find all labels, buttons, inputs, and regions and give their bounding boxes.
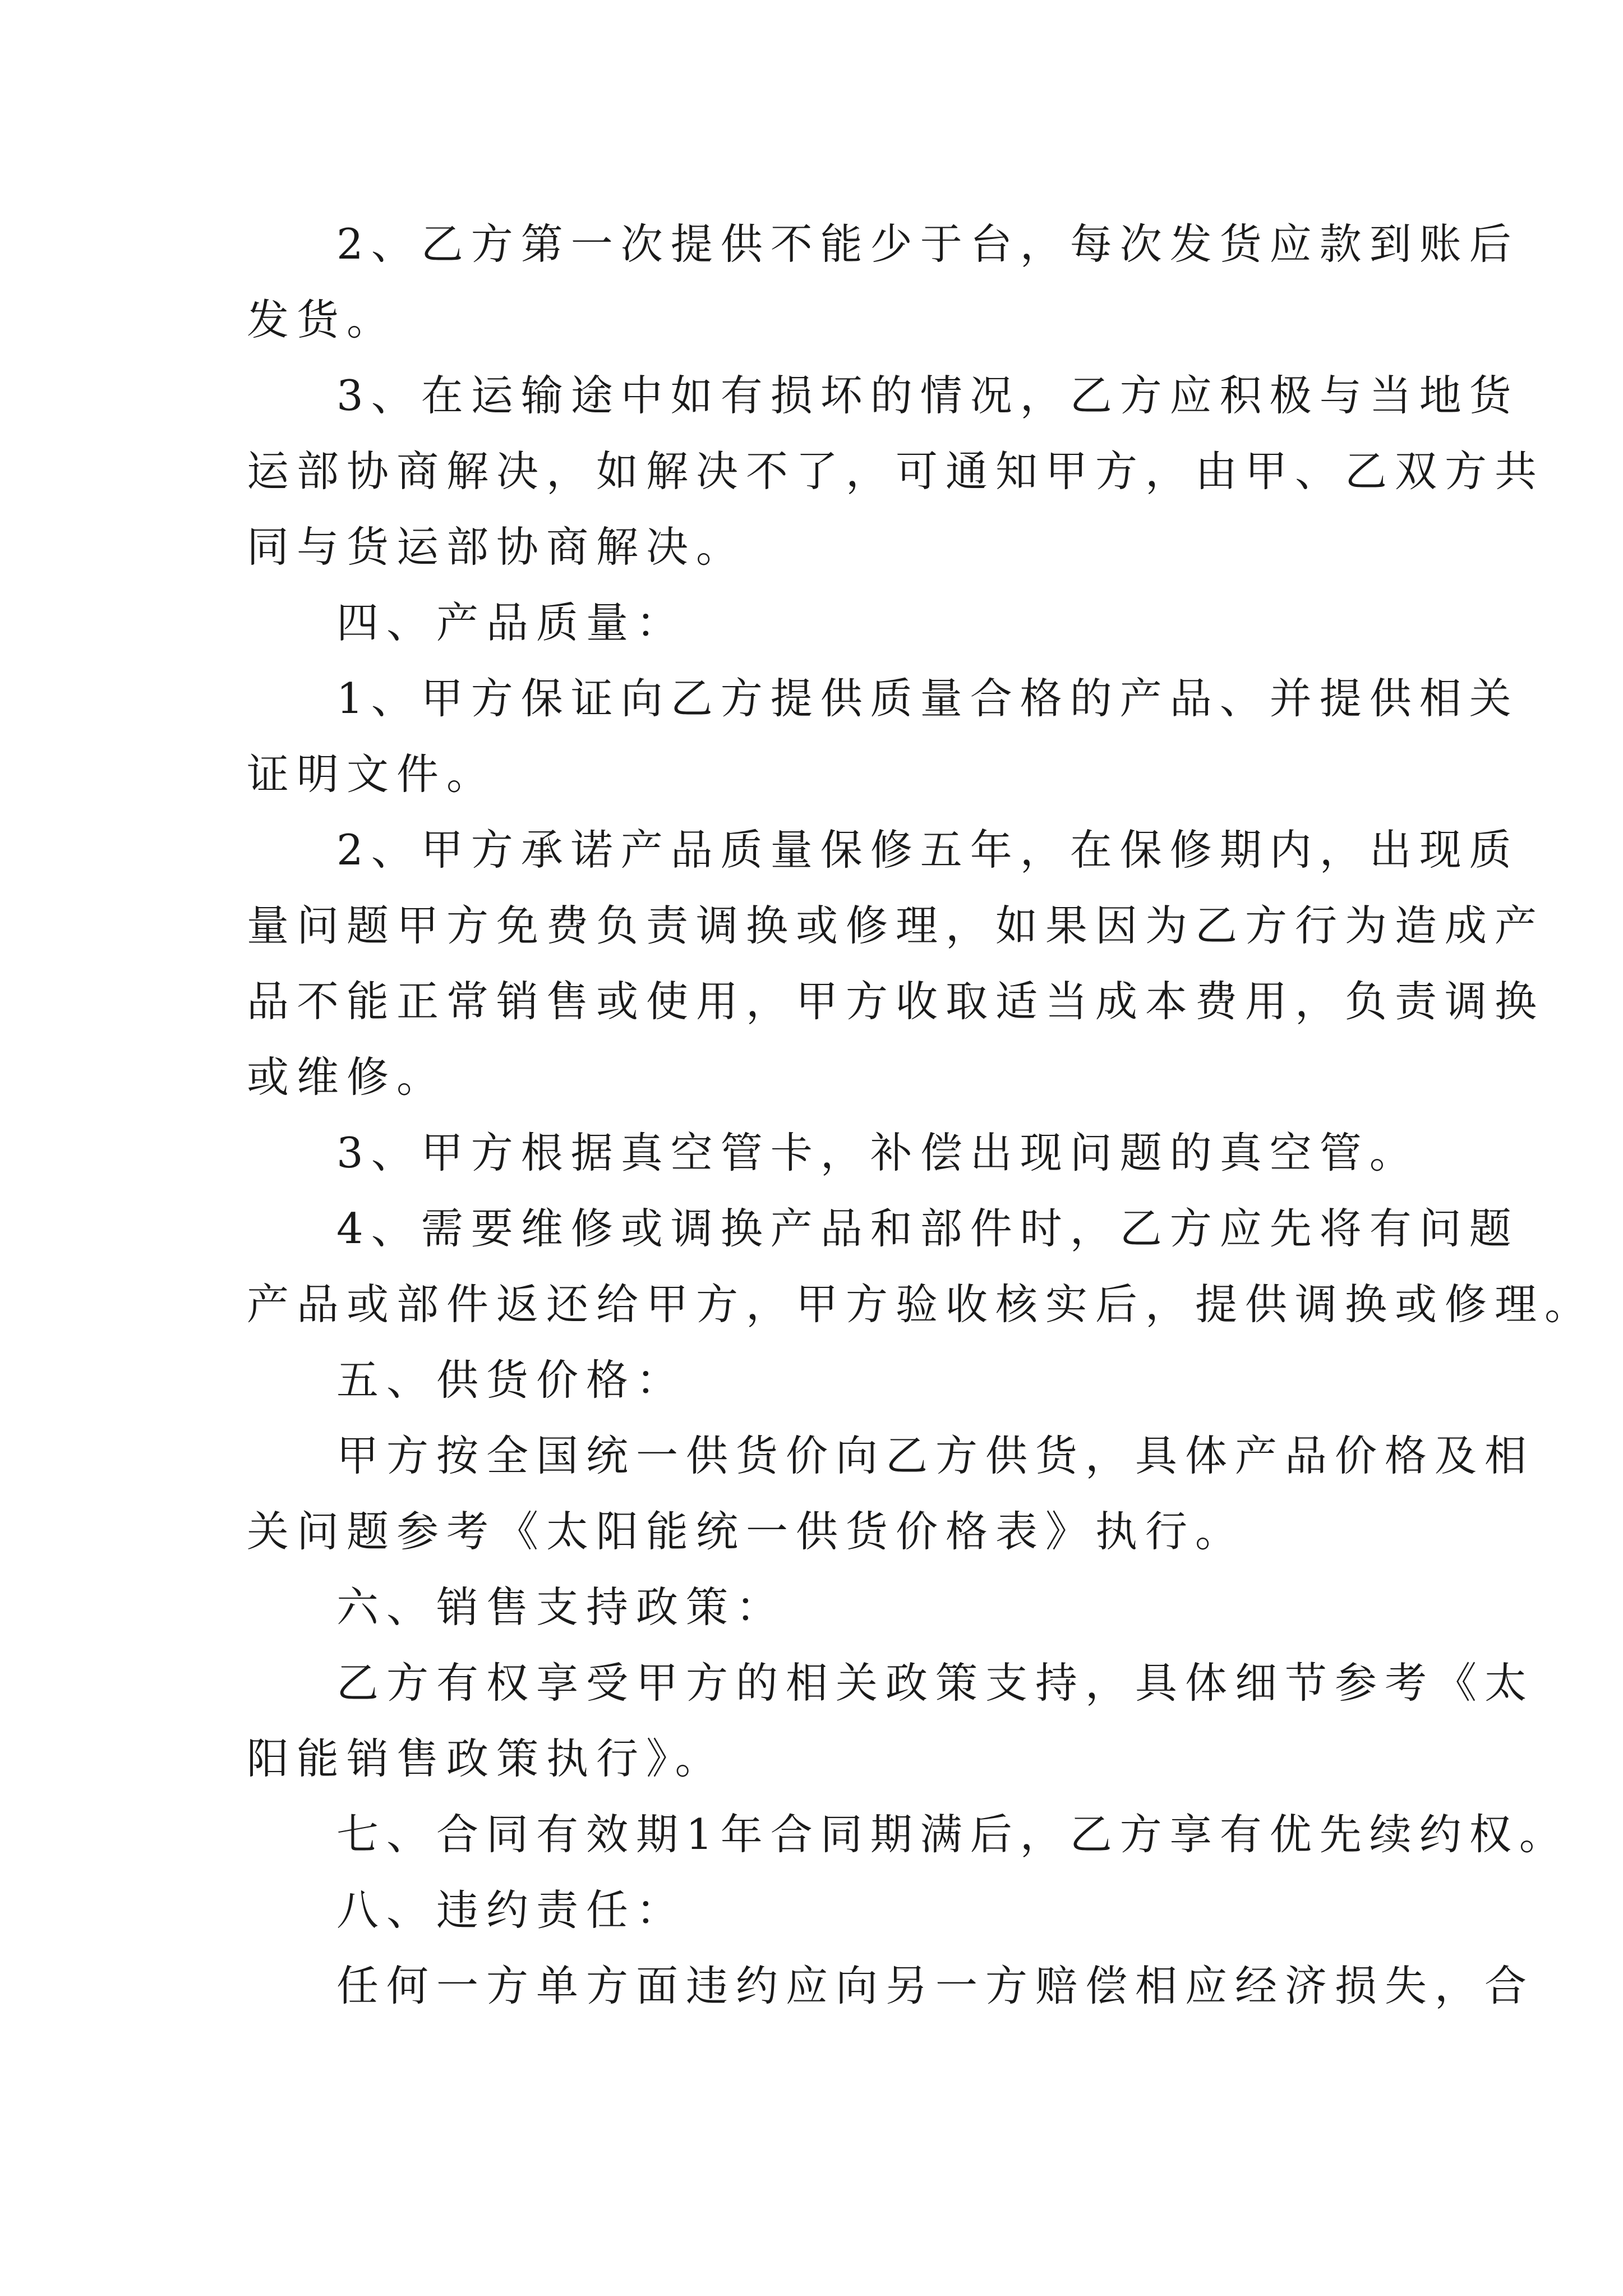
text-line: 证明文件。 xyxy=(247,749,497,799)
section-heading: 六、销售支持政策： xyxy=(336,1582,786,1632)
text-line: 阳能销售政策执行》。 xyxy=(247,1734,725,1783)
text-line: 甲方按全国统一供货价向乙方供货，具体产品价格及相 xyxy=(336,1431,1535,1480)
text-line: 3、在运输途中如有损坏的情况，乙方应积极与当地货 xyxy=(336,371,1519,420)
text-line: 关问题参考《太阳能统一供货价格表》执行。 xyxy=(247,1507,1246,1556)
text-line: 运部协商解决，如解决不了，可通知甲方，由甲、乙双方共 xyxy=(247,447,1545,496)
section-heading: 八、违约责任： xyxy=(336,1885,686,1935)
text-line: 任何一方单方面违约应向另一方赔偿相应经济损失，合 xyxy=(336,1961,1535,2010)
text-line: 4、需要维修或调换产品和部件时，乙方应先将有问题 xyxy=(336,1204,1519,1253)
text-line: 2、乙方第一次提供不能少于台，每次发货应款到账后 xyxy=(336,219,1519,269)
document-body xyxy=(247,206,1595,2024)
text-line: 品不能正常销售或使用，甲方收取适当成本费用，负责调换 xyxy=(247,977,1545,1026)
section-heading: 五、供货价格： xyxy=(336,1355,686,1405)
text-line: 3、甲方根据真空管卡，补偿出现问题的真空管。 xyxy=(336,1128,1419,1177)
section-heading: 四、产品质量： xyxy=(336,598,686,647)
text-line: 七、合同有效期1年合同期满后，乙方享有优先续约权。 xyxy=(336,1810,1569,1859)
text-line: 量问题甲方免费负责调换或修理，如果因为乙方行为造成产 xyxy=(247,901,1545,950)
text-line: 发货。 xyxy=(247,295,397,344)
text-line: 2、甲方承诺产品质量保修五年，在保修期内，出现质 xyxy=(336,825,1519,875)
text-line: 产品或部件返还给甲方，甲方验收核实后，提供调换或修理。 xyxy=(247,1280,1595,1329)
text-line: 或维修。 xyxy=(247,1052,447,1102)
text-line: 1、甲方保证向乙方提供质量合格的产品、并提供相关 xyxy=(336,674,1519,723)
text-line: 乙方有权享受甲方的相关政策支持，具体细节参考《太 xyxy=(336,1658,1535,1708)
text-line: 同与货运部协商解决。 xyxy=(247,522,746,572)
